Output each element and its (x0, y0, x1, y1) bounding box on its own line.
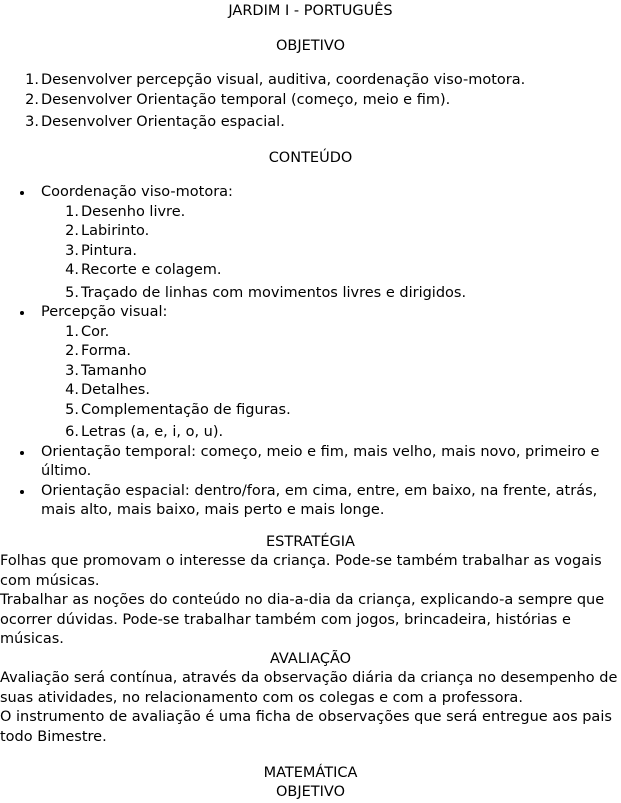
sub-item-text: Traçado de linhas com movimentos livres e dirigidos. (81, 284, 467, 301)
objetivo-item-text: Desenvolver Orientação espacial. (41, 114, 285, 130)
list-number: 4. (65, 262, 79, 278)
bullet-icon (20, 451, 24, 455)
bullet-icon (20, 191, 24, 195)
sub-item-text: Forma. (81, 343, 132, 359)
list-number: 2. (65, 343, 79, 359)
conteudo-item (0, 443, 611, 482)
list-number: 6. (65, 424, 79, 440)
objetivo-item-text: Desenvolver Orientação temporal (começo, meio e fim). (41, 91, 451, 108)
list-number: 3. (25, 114, 39, 130)
conteudo-item-text: Coordenação viso-motora: (41, 184, 233, 200)
estrategia-paragraph: Trabalhar as noções do conteúdo no dia-a-dia da criança, explicando-a sempre que ocorrer dúvidas. Pode-se trabalhar também com jogos, brincadeira, histórias e músicas. (0, 592, 605, 647)
list-number: 5. (65, 401, 79, 418)
list-number: 1. (25, 72, 39, 88)
sub-item-text: Labirinto. (81, 223, 150, 239)
sub-list-item (0, 381, 611, 401)
sub-item-text: Recorte e colagem. (81, 262, 222, 278)
estrategia-paragraph: Folhas que promovam o interesse da criança. Pode-se também trabalhar as vogais com músicas. (0, 553, 602, 589)
sub-item-text: Tamanho (81, 362, 147, 379)
avaliacao-heading: AVALIAÇÃO (269, 651, 352, 667)
estrategia-body (0, 552, 618, 650)
sub-list-item (0, 323, 611, 343)
objetivo-item (0, 91, 525, 111)
sub-list-item (0, 284, 611, 304)
list-number: 3. (65, 362, 79, 379)
list-number: 1. (65, 203, 79, 220)
sub-item-text: Desenho livre. (81, 203, 186, 220)
avaliacao-paragraph: Avaliação será contínua, através da observação diária da criança no desempenho de suas atividades, no relacionamento com os colegas e com a professora. (0, 670, 618, 706)
avaliacao-body (0, 669, 618, 747)
conteudo-item-text: Percepção visual: (41, 304, 168, 320)
conteudo-sub-list (41, 323, 611, 443)
conteudo-item (0, 482, 611, 521)
sub-item-text: Detalhes. (81, 382, 150, 398)
objetivo-list (0, 71, 525, 133)
conteudo-item (0, 303, 611, 443)
list-number: 2. (65, 223, 79, 239)
list-number: 5. (65, 284, 79, 301)
sub-item-text: Letras (a, e, i, o, u). (81, 424, 224, 440)
bullet-icon (20, 311, 24, 315)
list-number: 2. (25, 91, 39, 108)
sub-list-item (0, 342, 611, 362)
avaliacao-paragraph: O instrumento de avaliação é uma ficha de observações que será entregue aos pais todo Bimestre. (0, 709, 612, 745)
objetivo-heading: OBJETIVO (275, 38, 345, 54)
conteudo-item-text: Orientação espacial: dentro/fora, em cima, entre, em baixo, na frente, atrás, mais alto, mais baixo, mais perto e mais longe. (41, 482, 598, 518)
matematica-heading: MATEMÁTICA (263, 765, 358, 781)
conteudo-item (0, 183, 611, 303)
bullet-icon (20, 490, 24, 494)
sub-item-text: Cor. (81, 323, 110, 340)
objetivo-item (0, 113, 525, 133)
sub-item-text: Pintura. (81, 242, 137, 259)
document-title: JARDIM I - PORTUGUÊS (228, 3, 393, 19)
objetivo-item-text: Desenvolver percepção visual, auditiva, coordenação viso-motora. (41, 72, 526, 88)
sub-list-item (0, 242, 611, 262)
sub-list-item (0, 362, 611, 382)
objetivo-item (0, 71, 525, 91)
conteudo-sub-list (41, 203, 611, 304)
sub-item-text: Complementação de figuras. (81, 401, 291, 418)
list-number: 3. (65, 242, 79, 259)
conteudo-heading: CONTEÚDO (268, 150, 353, 166)
sub-list-item (0, 261, 611, 281)
list-number: 1. (65, 323, 79, 340)
list-number: 4. (65, 382, 79, 398)
sub-list-item (0, 401, 611, 421)
conteudo-item-text: Orientação temporal: começo, meio e fim, mais velho, mais novo, primeiro e último. (41, 443, 600, 479)
conteudo-list (0, 183, 611, 521)
sub-list-item (0, 203, 611, 223)
matematica-objetivo-heading: OBJETIVO (275, 784, 345, 800)
sub-list-item (0, 222, 611, 242)
sub-list-item (0, 423, 611, 443)
estrategia-heading: ESTRATÉGIA (266, 534, 355, 550)
